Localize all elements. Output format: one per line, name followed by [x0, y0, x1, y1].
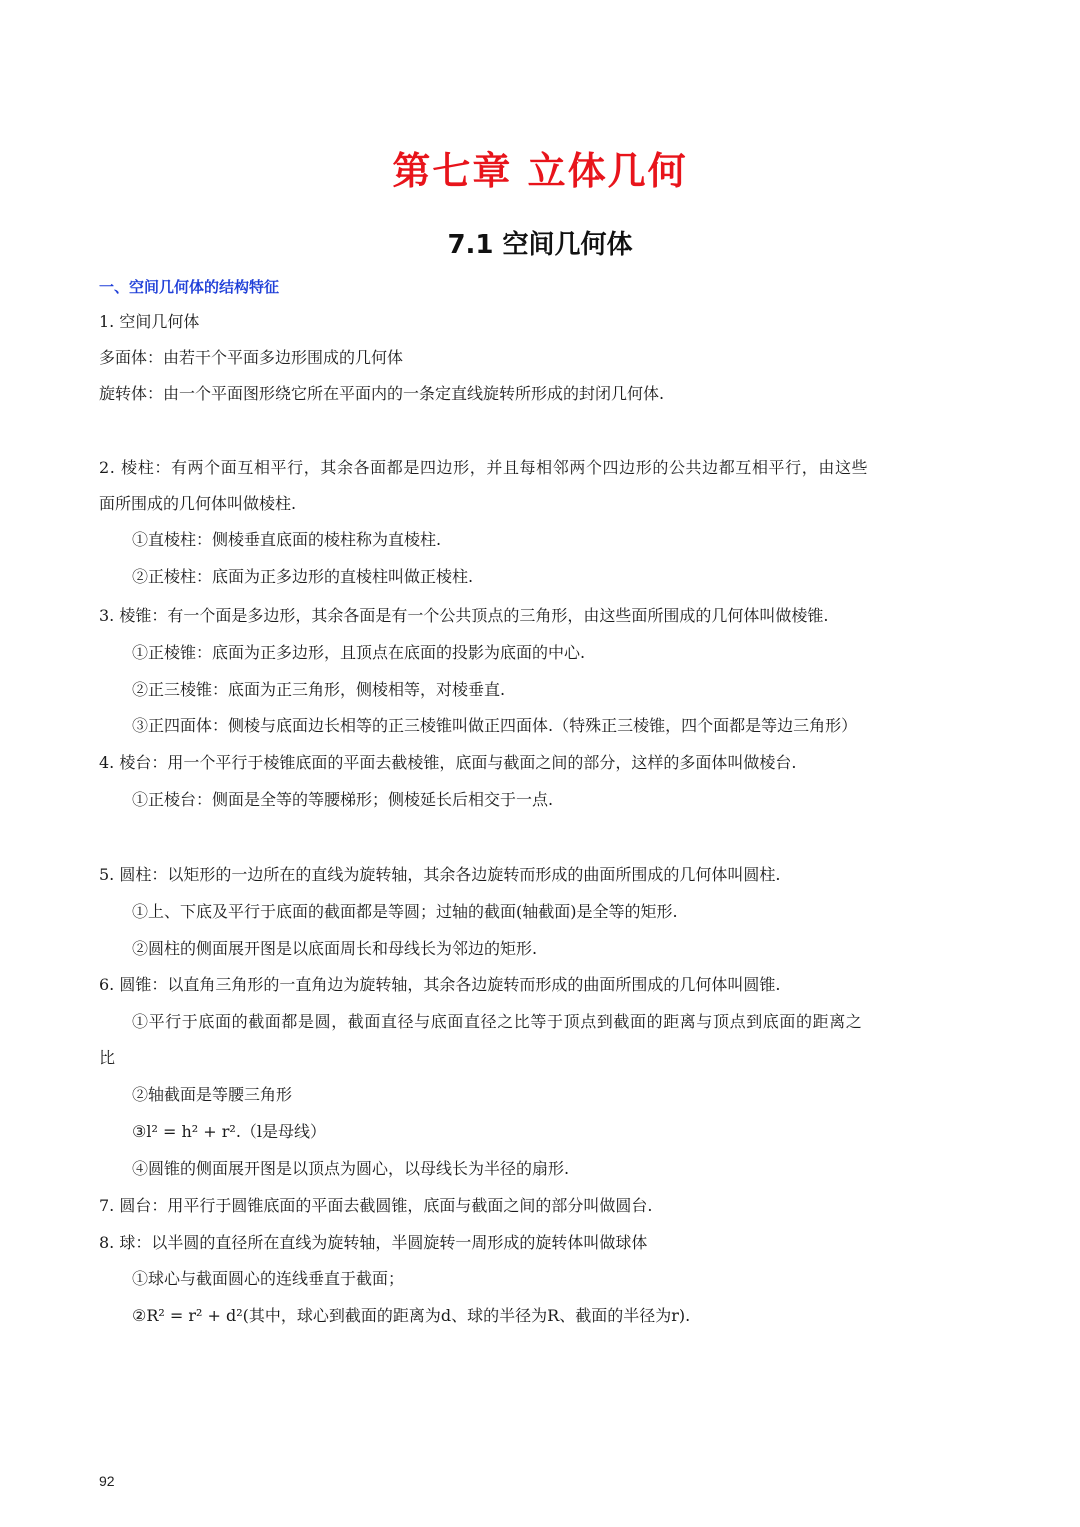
body-line: ①直棱柱：侧棱垂直底面的棱柱称为直棱柱.	[132, 530, 442, 549]
body-line: ②正三棱锥：底面为正三角形，侧棱相等，对棱垂直.	[132, 680, 506, 699]
formula-line: ③l² = h² + r².（l是母线）	[132, 1122, 327, 1141]
chapter-title: 第七章 立体几何	[392, 149, 688, 193]
page-number: 92	[99, 1473, 115, 1489]
body-line: 5. 圆柱：以矩形的一边所在的直线为旋转轴，其余各边旋转而形成的曲面所围成的几何体叫圆柱.	[99, 865, 781, 884]
formula-line: ②R² = r² + d²(其中，球心到截面的距离为d、球的半径为R、截面的半径为r).	[132, 1306, 691, 1325]
body-line: 8. 球：以半圆的直径所在直线为旋转轴，半圆旋转一周形成的旋转体叫做球体	[99, 1233, 648, 1252]
section-heading: 一、空间几何体的结构特征	[99, 278, 280, 296]
section-title: 7.1 空间几何体	[447, 230, 633, 260]
body-line: ②正棱柱：底面为正多边形的直棱柱叫做正棱柱.	[132, 567, 474, 586]
body-line: ①正棱锥：底面为正多边形，且顶点在底面的投影为底面的中心.	[132, 643, 586, 662]
body-line: 多面体：由若干个平面多边形围成的几何体	[99, 348, 404, 367]
body-line: 4. 棱台：用一个平行于棱锥底面的平面去截棱锥，底面与截面之间的部分，这样的多面体叫做棱台.	[99, 753, 797, 772]
body-line: 2. 棱柱：有两个面互相平行，其余各面都是四边形，并且每相邻两个四边形的公共边都互相平行，由这些	[99, 458, 869, 477]
body-line: 旋转体：由一个平面图形绕它所在平面内的一条定直线旋转所形成的封闭几何体.	[99, 384, 665, 403]
body-line: 3. 棱锥：有一个面是多边形，其余各面是有一个公共顶点的三角形，由这些面所围成的几何体叫做棱锥.	[99, 606, 829, 625]
body-line: 1. 空间几何体	[99, 312, 200, 331]
body-line: ①正棱台：侧面是全等的等腰梯形；侧棱延长后相交于一点.	[132, 790, 554, 809]
body-line: 比	[99, 1048, 116, 1067]
body-line: ①球心与截面圆心的连线垂直于截面；	[132, 1269, 405, 1288]
body-line: 面所围成的几何体叫做棱柱.	[99, 494, 297, 513]
body-line: ①平行于底面的截面都是圆，截面直径与底面直径之比等于顶点到截面的距离与顶点到底面的距离之	[132, 1012, 863, 1031]
body-line: ②轴截面是等腰三角形	[132, 1085, 293, 1104]
body-line: ④圆锥的侧面展开图是以顶点为圆心，以母线长为半径的扇形.	[132, 1159, 570, 1178]
body-line: 6. 圆锥：以直角三角形的一直角边为旋转轴，其余各边旋转而形成的曲面所围成的几何体叫圆锥.	[99, 975, 781, 994]
body-line: 7. 圆台：用平行于圆锥底面的平面去截圆锥，底面与截面之间的部分叫做圆台.	[99, 1196, 653, 1215]
body-line: ③正四面体：侧棱与底面边长相等的正三棱锥叫做正四面体.（特殊正三棱锥，四个面都是等边三角形）	[132, 716, 858, 735]
body-line: ②圆柱的侧面展开图是以底面周长和母线长为邻边的矩形.	[132, 939, 538, 958]
body-line: ①上、下底及平行于底面的截面都是等圆；过轴的截面(轴截面)是全等的矩形.	[132, 902, 678, 921]
